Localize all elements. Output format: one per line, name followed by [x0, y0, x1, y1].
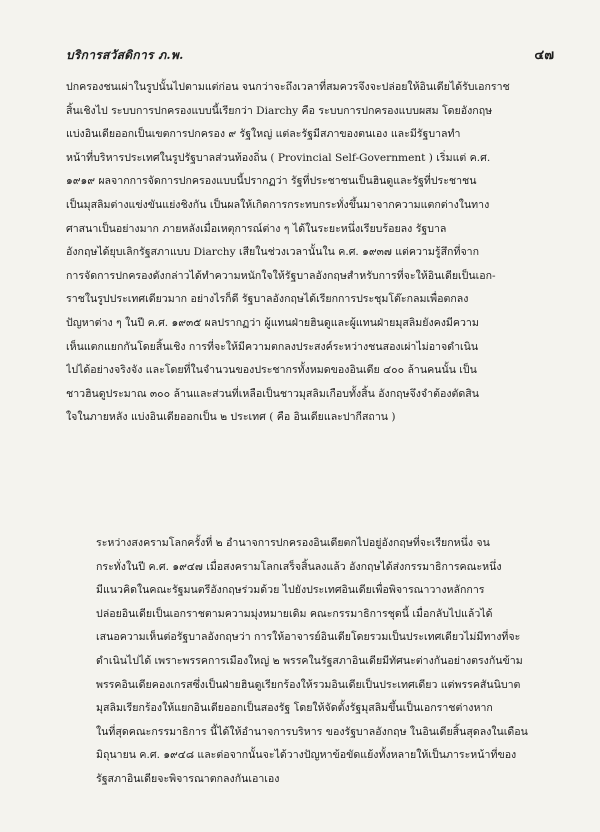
- paragraph-line: เสนอความเห็นต่อรัฐบาลอังกฤษว่า การให้อาจารย์อินเดียโดยรวมเป็นประเทศเดียวไม่มีทางที่จะ: [96, 631, 521, 644]
- paragraph-line: ศาสนาเป็นอย่างมาก ภายหลังเมื่อเหตุการณ์ต่าง ๆ ได้ในระยะหนึ่งเรียบร้อยลง รัฐบาล: [66, 222, 447, 235]
- paragraph-line: ปัญหาต่าง ๆ ในปี ค.ศ. ๑๙๓๕ ผลปรากฏว่า ผู้แทนฝ่ายฮินดูและผู้แทนฝ่ายมุสลิมยังคงมีความ: [66, 316, 479, 329]
- paragraph-line: มิถุนายน ค.ศ. ๑๙๔๘ และต่อจากนั้นจะได้วางปัญหาข้อขัดแย้งทั้งหลายให้เป็นภาระหน้าที่ของ: [96, 749, 517, 762]
- page-number: ๔๗: [534, 48, 554, 63]
- paragraph-line: ชาวฮินดูประมาณ ๓๐๐ ล้านและส่วนที่เหลือเป็นชาวมุสลิมเกือบทั้งสิ้น อังกฤษจึงจำต้องตัดสิน: [66, 387, 479, 400]
- running-header-title: บริการสวัสดิการ ภ.พ.: [66, 48, 184, 62]
- paragraph-line: ในที่สุดคณะกรรมาธิการ นี้ได้ให้อำนาจการบริหาร ของรัฐบาลอังกฤษ ในอินเดียสิ้นสุดลงในเดือน: [96, 725, 528, 738]
- paragraph-line: การจัดการปกครองดังกล่าวได้ทำความหนักใจให้รัฐบาลอังกฤษสำหรับการที่จะให้อินเดียเป็นเอก-: [66, 269, 496, 282]
- paragraph-line: หน้าที่บริหารประเทศในรูปรัฐบาลส่วนท้องถิ่น ( Provincial Self-Government ) เริ่มแต่ ค.ศ.: [66, 151, 491, 164]
- paragraph-line: กระทั่งในปี ค.ศ. ๑๙๔๗ เมื่อสงครามโลกเสร็จสิ้นลงแล้ว อังกฤษได้ส่งกรรมาธิการคณะหนึ่ง: [96, 560, 502, 573]
- paragraph-line: มุสลิมเรียกร้องให้แยกอินเดียออกเป็นสองรัฐ โดยให้จัดตั้งรัฐมุสลิมขึ้นเป็นเอกราชต่างหาก: [96, 702, 493, 715]
- paragraph-line: มีแนวคิดในคณะรัฐมนตรีอังกฤษร่วมด้วย ไปยังประเทศอินเดียเพื่อพิจารณาวางหลักการ: [96, 584, 485, 597]
- paragraph-line: ดำเนินไปได้ เพราะพรรคการเมืองใหญ่ ๒ พรรคในรัฐสภาอินเดียมีทัศนะต่างกันอย่างตรงกันข้าม: [96, 654, 523, 667]
- paragraph-line: ใจในภายหลัง แบ่งอินเดียออกเป็น ๒ ประเทศ ( คือ อินเดียและปากีสถาน ): [66, 411, 396, 424]
- paragraph-line: เป็นมุสลิมต่างแข่งขันแย่งชิงกัน เป็นผลให้เกิดการกระทบกระทั่งขึ้นมาจากความแตกต่างในทาง: [66, 198, 490, 211]
- paragraph-line: อังกฤษได้ยุบเลิกรัฐสภาแบบ Diarchy เสียในช่วงเวลานั้นใน ค.ศ. ๑๙๓๗ แต่ความรู้สึกที่จาก: [66, 246, 480, 259]
- paragraph-line: ระหว่างสงครามโลกครั้งที่ ๒ อำนาจการปกครองอินเดียตกไปอยู่อังกฤษที่จะเรียกหนึ่ง จน: [96, 537, 490, 549]
- paragraph-line: ปล่อยอินเดียเป็นเอกราชตามความมุ่งหมายเดิม คณะกรรมาธิการชุดนี้ เมื่อกลับไปแล้วได้: [96, 607, 493, 620]
- paragraph-line: ไปได้อย่างจริงจัง และโดยที่ในจำนวนของประชากรทั้งหมดของอินเดีย ๔๐๐ ล้านคนนั้น เป็น: [66, 364, 477, 377]
- paragraph-line: ๑๙๑๙ ผลจากการจัดการปกครองแบบนี้ปรากฏว่า รัฐที่ประชาชนเป็นฮินดูและรัฐที่ประชาชน: [66, 175, 477, 188]
- paragraph-line: สิ้นเชิงไป ระบบการปกครองแบบนี้เรียกว่า Diarchy คือ ระบบการปกครองแบบผสม โดยอังกฤษ: [66, 104, 493, 117]
- paragraph-line: แบ่งอินเดียออกเป็นเขตการปกครอง ๙ รัฐใหญ่ แต่ละรัฐมีสภาของตนเอง และมีรัฐบาลทำ: [66, 128, 461, 141]
- paragraph-line: พรรคอินเดียคองเกรสซึ่งเป็นฝ่ายฮินดูเรียกร้องให้รวมอินเดียเป็นประเทศเดียว แต่พรรคสันนิบาต: [96, 678, 521, 691]
- paragraph-2: [66, 532, 558, 792]
- paragraph-line: รัฐสภาอินเดียจะพิจารณาตกลงกันเอาเอง: [96, 772, 280, 785]
- paragraph-1: [66, 76, 558, 430]
- paragraph-line: ราชในรูปประเทศเดียวมาก อย่างไรก็ดี รัฐบาลอังกฤษได้เรียกการประชุมโต๊ะกลมเพื่อตกลง: [66, 293, 469, 306]
- paragraph-line: เห็นแตกแยกกันโดยสิ้นเชิง การที่จะให้มีความตกลงประสงค์ระหว่างชนสองเผ่าไม่อาจดำเนิน: [66, 340, 479, 353]
- paragraph-line: ปกครองชนเผ่าในรูปนั้นไปตามแต่ก่อน จนกว่าจะถึงเวลาที่สมควรจึงจะปล่อยให้อินเดียได้รับเอกราช: [66, 81, 510, 93]
